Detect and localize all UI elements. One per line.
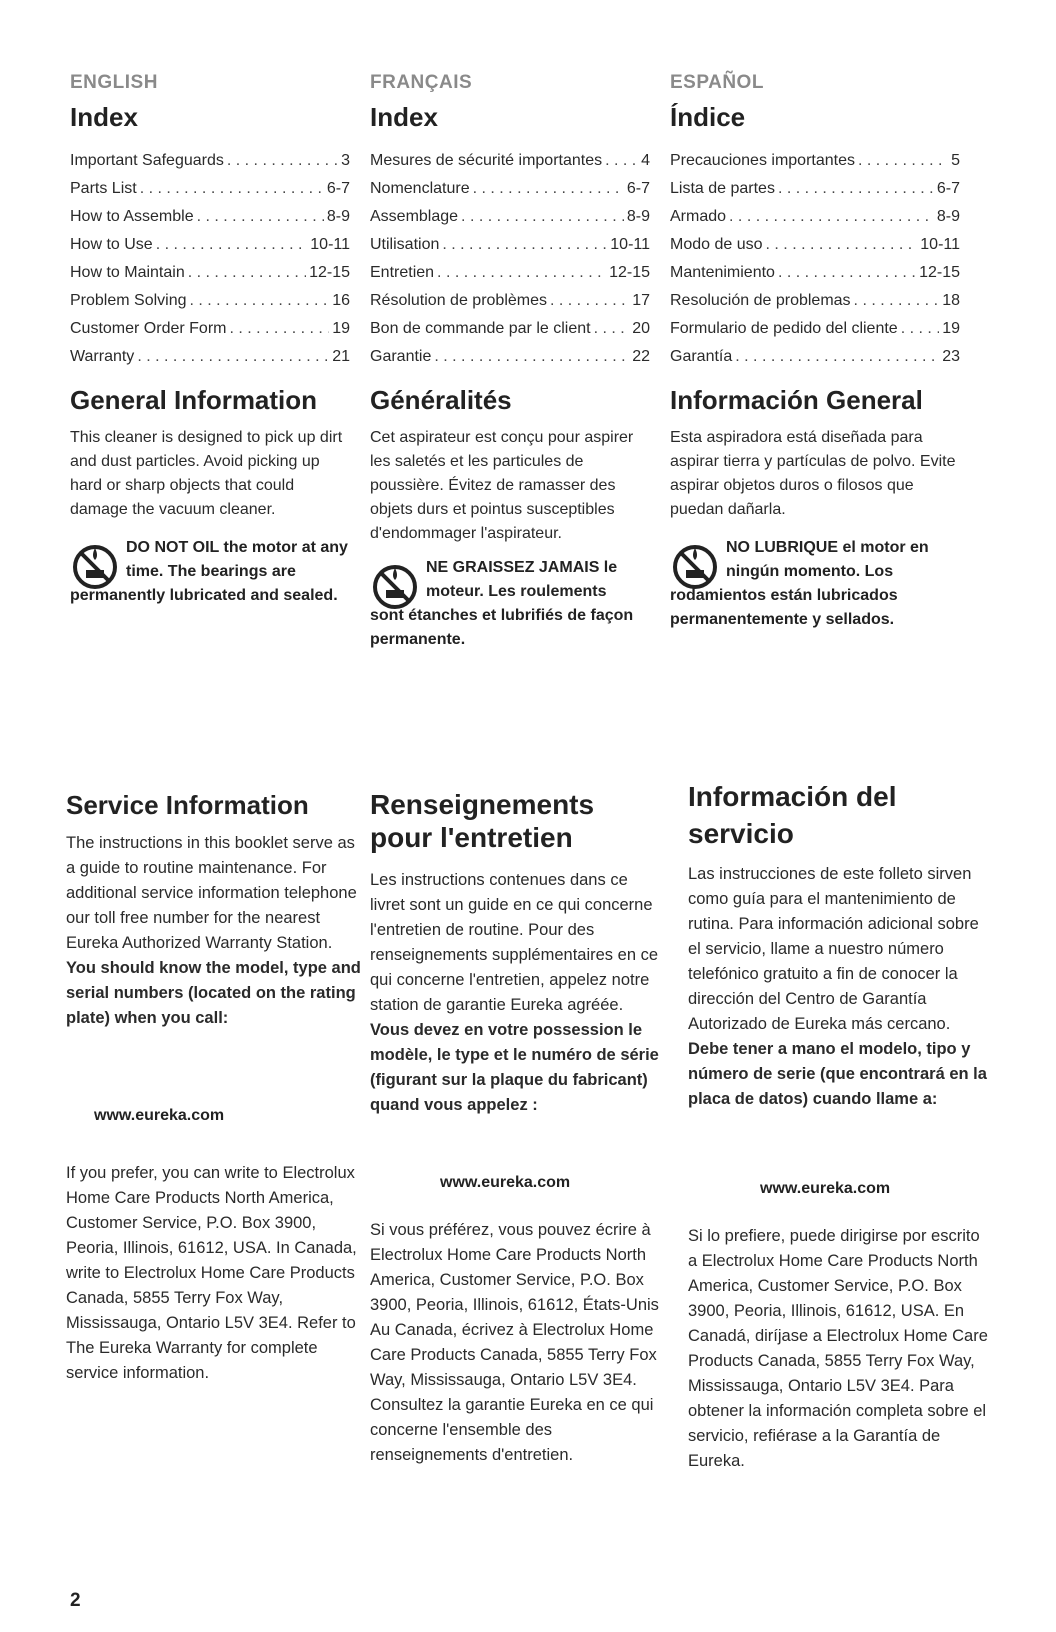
- website-url: www.eureka.com: [94, 1107, 225, 1125]
- spanish-column: [670, 72, 960, 632]
- no-oil-icon: [370, 560, 420, 610]
- warning-text-a: DO NOT OIL the motor at any time. The bearings are: [126, 539, 348, 581]
- write-text: If you prefer, you can write to Electrolux Home Care Products North America, Customer Service, P.O. Box 3900, Peoria, Illinois, 61612, USA. In Canada, write to Electrolux Home Care Products Canada, 5855 Terry Fox Way, Mississauga, Ontario L5V 3E4. Refer to The Eureka Warranty for complete service information.: [66, 1164, 357, 1383]
- toc-item: Armado . . . 8-9: [670, 203, 960, 231]
- general-info-text: This cleaner is designed to pick up dirt and dust particles. Avoid picking up hard or sharp objects that could damage the vacuum cleaner.: [70, 429, 343, 519]
- service-bold-text: Vous devez en votre possession le modèle, le type et le numéro de série (figurant sur la plaque du fabricant) quand vous appelez :: [370, 1021, 659, 1114]
- website-url: www.eureka.com: [440, 1174, 571, 1191]
- general-info-text: Esta aspiradora está diseñada para aspirar tierra y partículas de polvo. Evite aspirar objetos duros o filosos que puedan dañarla.: [670, 429, 956, 519]
- index-title: Index: [70, 102, 138, 132]
- warning-text-a: NO LUBRIQUE el motor en ningún momento. Los: [726, 539, 929, 581]
- service-text: Les instructions contenues dans ce livret sont un guide en ce qui concerne l'entretien de routine. Pour des renseignements supplémentaires en ce qui concerne l'entretien, appelez notre station de garantie Eureka agréée.: [370, 871, 659, 1014]
- toc-item: Résolution de problèmes . . . 17: [370, 287, 650, 315]
- toc-item: Resolución de problemas . . . 18: [670, 287, 960, 315]
- oil-warning: [670, 536, 960, 632]
- language-label: ENGLISH: [70, 72, 158, 93]
- write-text: Si vous préférez, vous pouvez écrire à Electrolux Home Care Products North America, Customer Service, P.O. Box 3900, Peoria, Illinois, 61612, États-Unis Au Canada, écrivez à Electrolux Home Care Products Canada, 5855 Terry Fox Way, Mississauga, Ontario L5V 3E4. Consultez la garantie Eureka en ce qui concerne l'ensemble des renseignements d'entretien.: [370, 1221, 659, 1464]
- general-info-text: Cet aspirateur est conçu pour aspirer les saletés et les particules de poussière. Évitez de ramasser des objets durs et pointus susceptibles d'endommager l'aspirateur.: [370, 429, 634, 543]
- english-service-section: [66, 790, 362, 1386]
- toc-item: How to Maintain . . . 12-15: [70, 259, 350, 287]
- toc-item: How to Assemble . . . 8-9: [70, 203, 350, 231]
- no-oil-icon: [670, 540, 720, 590]
- english-column: [70, 72, 350, 608]
- toc-item: Problem Solving . . . 16: [70, 287, 350, 315]
- toc-item: How to Use . . . 10-11: [70, 231, 350, 259]
- toc-item: Mantenimiento . . . 12-15: [670, 259, 960, 287]
- service-text: The instructions in this booklet serve as a guide to routine maintenance. For additional service information telephone our toll free number for the nearest Eureka Authorized Warranty Station.: [66, 834, 357, 953]
- write-text: Si lo prefiere, puede dirigirse por escrito a Electrolux Home Care Products North America, Customer Service, P.O. Box 3900, Peoria, Illinois, 61612, USA. En Canadá, diríjase a Electrolux Home Care Products Canada, 5855 Terry Fox Way, Mississauga, Ontario L5V 3E4. Para obtener la información completa sobre el servicio, refiérase a la Garantía de Eureka.: [688, 1227, 988, 1470]
- toc-item: Formulario de pedido del cliente . . . 19: [670, 315, 960, 343]
- warning-text-b: rodamientos están lubricados permanentemente y sellados.: [670, 587, 898, 629]
- service-title: Service Information: [66, 790, 309, 820]
- language-label: FRANÇAIS: [370, 72, 473, 93]
- toc-item: Precauciones importantes . . . 5: [670, 147, 960, 175]
- service-title: Información del servicio: [688, 781, 897, 849]
- oil-warning: [370, 556, 650, 652]
- toc-item: Bon de commande par le client . . . 20: [370, 315, 650, 343]
- service-bold-text: Debe tener a mano el modelo, tipo y número de serie (que encontrará en la placa de datos) cuando llame a:: [688, 1040, 987, 1108]
- service-text: Las instrucciones de este folleto sirven como guía para el mantenimiento de rutina. Para información adicional sobre el servicio, llame a nuestro número telefónico gratuito a fin de conocer la dirección del Centro de Garantía Autorizado de Eureka más cercano.: [688, 865, 979, 1033]
- toc-item: Utilisation . . . 10-11: [370, 231, 650, 259]
- general-info-title: Información General: [670, 385, 923, 415]
- service-title: Renseignements pour l'entretien: [370, 789, 595, 853]
- general-info-title: Généralités: [370, 385, 512, 415]
- toc-item: Lista de partes . . . 6-7: [670, 175, 960, 203]
- toc-item: Garantía . . . 23: [670, 343, 960, 371]
- page-number: 2: [70, 1590, 81, 1611]
- french-column: [370, 72, 650, 652]
- index-title: Índice: [670, 102, 746, 132]
- toc-item: Assemblage . . . 8-9: [370, 203, 650, 231]
- toc-item: Customer Order Form . . . 19: [70, 315, 350, 343]
- table-of-contents: [370, 147, 650, 371]
- index-title: Index: [370, 102, 438, 132]
- french-service-section: [370, 788, 660, 1468]
- warning-text-b: sont étanches et lubrifiés de façon permanente.: [370, 607, 634, 649]
- table-of-contents: [70, 147, 350, 371]
- website-url: www.eureka.com: [760, 1180, 891, 1197]
- oil-warning: [70, 536, 350, 608]
- language-label: ESPAÑOL: [670, 72, 764, 93]
- toc-item: Nomenclature . . . 6-7: [370, 175, 650, 203]
- warning-text-b: permanently lubricated and sealed.: [70, 587, 338, 605]
- toc-item: Modo de uso . . . 10-11: [670, 231, 960, 259]
- toc-item: Warranty . . . 21: [70, 343, 350, 371]
- table-of-contents: [670, 147, 960, 371]
- service-bold-text: You should know the model, type and serial numbers (located on the rating plate) when you call:: [66, 959, 361, 1028]
- toc-item: Mesures de sécurité importantes . . . 4: [370, 147, 650, 175]
- spanish-service-section: [688, 778, 988, 1474]
- toc-item: Important Safeguards . . . 3: [70, 147, 350, 175]
- general-info-title: General Information: [70, 385, 318, 415]
- toc-item: Entretien . . . 12-15: [370, 259, 650, 287]
- toc-item: Parts List . . . 6-7: [70, 175, 350, 203]
- no-oil-icon: [70, 540, 120, 590]
- toc-item: Garantie . . . 22: [370, 343, 650, 371]
- warning-text-a: NE GRAISSEZ JAMAIS le moteur. Les roulements: [426, 559, 618, 601]
